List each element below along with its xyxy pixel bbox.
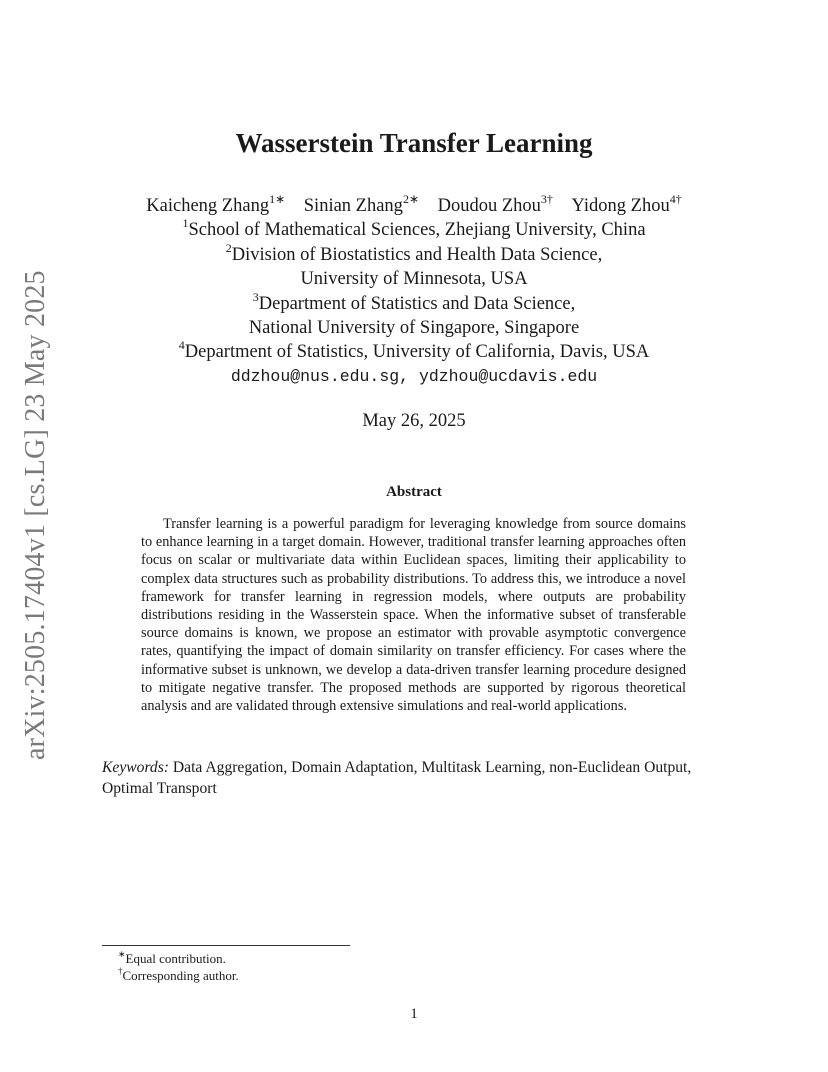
keywords-label: Keywords: <box>102 759 169 776</box>
affiliation-continued: University of Minnesota, USA <box>300 269 528 290</box>
abstract-text: Transfer learning is a powerful paradigm for leveraging knowledge from source domains to enhance learning in a target domain. However, traditional transfer learning approaches often focus on scalar or multivariate data within Euclidean spaces, limiting their applicability to complex data structures such as probability distributions. To address this, we introduce a novel framework for transfer learning in regression models, where outputs are probability distributions residing in the Wasserstein space. When the informative subset of transferable source domains is known, we propose an estimator with provable asymptotic convergence rates, quantifying the impact of domain similarity on transfer efficiency. For cases where the informative subset is unknown, we develop a data-driven transfer learning procedure designed to mitigate negative transfer. The proposed methods are supported by rigorous theoretical analysis and are validated through extensive simulations and real-world applications. <box>141 516 686 715</box>
footnote: ∗Equal contribution. <box>118 949 226 966</box>
affiliation: $^1$School of Mathematical Sciences, Zhejiang University, China <box>182 216 646 241</box>
affiliation: $^2$Division of Biostatistics and Health Data Science, <box>225 240 603 265</box>
paper-title: Wasserstein Transfer Learning <box>235 128 593 158</box>
arxiv-identifier-stamp: arXiv:2505.17404v1 [cs.LG] 23 May 2025 <box>20 270 51 760</box>
footnote-divider <box>102 945 350 946</box>
author: Yidong Zhou$^{4\dagger}$ <box>571 192 682 216</box>
page-number: 1 <box>410 1006 418 1022</box>
abstract-heading: Abstract <box>386 484 442 500</box>
affiliation: $^4$Department of Statistics, University of California, Davis, USA <box>178 338 650 363</box>
affiliation: $^3$Department of Statistics and Data Science, <box>252 289 576 314</box>
author: Kaicheng Zhang$^{1∗}$ <box>146 192 286 216</box>
author: Sinian Zhang$^{2∗}$ <box>303 192 419 216</box>
footnotes <box>118 951 239 984</box>
author-list <box>100 194 728 218</box>
contact-emails: ddzhou@nus.edu.sg, ydzhou@ucdavis.edu <box>230 366 598 386</box>
keywords <box>102 757 727 799</box>
affiliation-continued: National University of Singapore, Singapore <box>248 318 580 339</box>
footnote: †Corresponding author. <box>118 965 239 983</box>
keywords-list: Data Aggregation, Domain Adaptation, Multitask Learning, non-Euclidean Output, Optimal Transport <box>102 759 692 797</box>
author: Doudou Zhou$^{3\dagger}$ <box>437 192 553 216</box>
publication-date: May 26, 2025 <box>362 411 466 431</box>
author-block <box>100 194 728 389</box>
